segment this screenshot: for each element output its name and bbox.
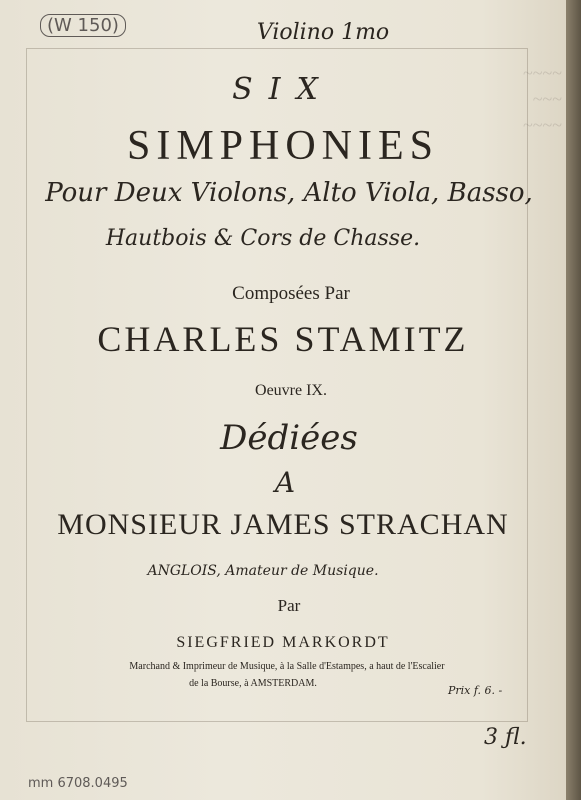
binding-edge <box>566 0 581 800</box>
by-label: Par <box>277 596 301 615</box>
dedicatee-description: ANGLOIS, Amateur de Musique. <box>147 563 379 579</box>
printed-price: Prix f. 6. - <box>448 684 503 697</box>
dedication-to: A <box>274 466 296 499</box>
publisher-name: SIEGFRIED MARKORDT <box>176 634 390 651</box>
publisher-address-line-1: Marchand & Imprimeur de Musique, à la Salle d'Estampes, a haut de l'Escalier <box>129 661 445 672</box>
title-six: SIX <box>232 72 334 107</box>
instrumentation-line-1: Pour Deux Violons, Alto Viola, Basso, <box>45 178 533 208</box>
dedicatee-name: MONSIEUR JAMES STRACHAN <box>57 508 509 541</box>
opus-number: Oeuvre IX. <box>255 382 327 399</box>
show-through-text: ~~~~ ~~~ ~~~~ <box>523 63 562 135</box>
instrumentation-line-2: Hautbois & Cors de Chasse. <box>105 226 421 251</box>
publisher-address-line-2: de la Bourse, à AMSTERDAM. <box>189 678 317 689</box>
handwritten-price: 3 ƒl. <box>484 725 527 750</box>
composer-name: CHARLES STAMITZ <box>97 319 469 359</box>
page-title: SIMPHONIES <box>126 123 440 169</box>
composed-by: Composées Par <box>232 283 350 304</box>
dedication-heading: Dédiées <box>220 418 358 458</box>
call-number: (W 150) <box>40 14 126 37</box>
shelfmark: mm 6708.0495 <box>28 776 128 791</box>
part-name: Violino 1mo <box>256 20 390 45</box>
